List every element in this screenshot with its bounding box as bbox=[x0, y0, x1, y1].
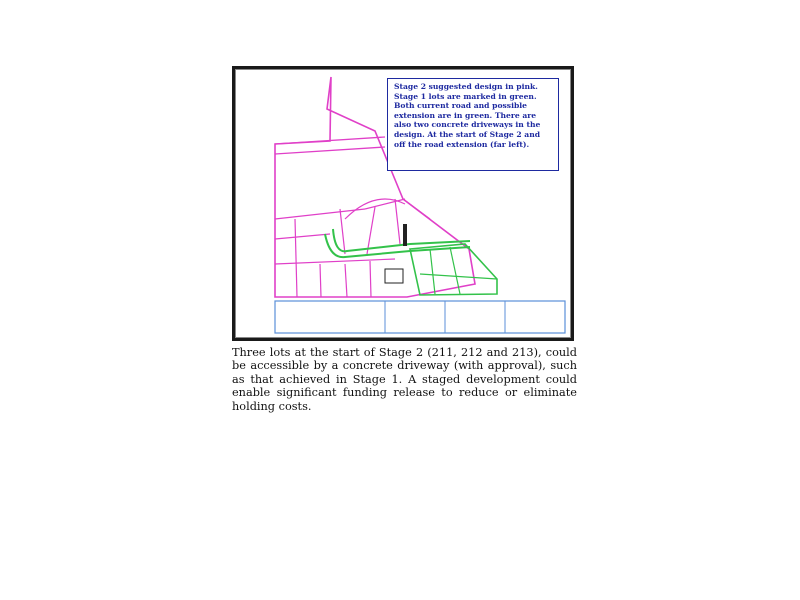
lot-divider bbox=[275, 259, 395, 264]
lot-divider bbox=[365, 199, 405, 209]
lot-divider bbox=[395, 199, 400, 244]
lot-divider bbox=[275, 234, 330, 239]
figure-caption: Three lots at the start of Stage 2 (211, 212 and 213), could be accessible by a concrete driveway (with approval), such as that achieved in Stage 1. A staged development could enable significant funding release to reduce or eliminate holding costs. bbox=[232, 346, 577, 413]
lot-divider bbox=[370, 261, 371, 297]
concrete-driveway bbox=[403, 224, 407, 246]
lot-divider bbox=[320, 264, 321, 297]
design-note-text: Stage 2 suggested design in pink. Stage 1 lots are marked in green. Both current road and possible extension are in green. There are also two concrete driveways in the design. At the start of Stage 2 and off the road extension (far left). bbox=[394, 82, 541, 149]
stage1-lot-divider bbox=[420, 274, 497, 279]
lot-divider bbox=[340, 209, 345, 254]
lot-divider bbox=[275, 209, 365, 219]
concrete-driveway bbox=[385, 269, 403, 283]
design-note-box bbox=[387, 78, 559, 171]
title-block bbox=[275, 301, 565, 333]
lot-divider bbox=[367, 207, 375, 254]
lot-divider bbox=[345, 264, 347, 297]
access-strip-line bbox=[275, 147, 385, 154]
stage1-lot-divider bbox=[430, 249, 435, 294]
site-plan-figure bbox=[232, 66, 574, 341]
lot-divider bbox=[295, 219, 297, 297]
stage1-lot-divider bbox=[450, 247, 460, 294]
lot-divider bbox=[403, 199, 430, 219]
